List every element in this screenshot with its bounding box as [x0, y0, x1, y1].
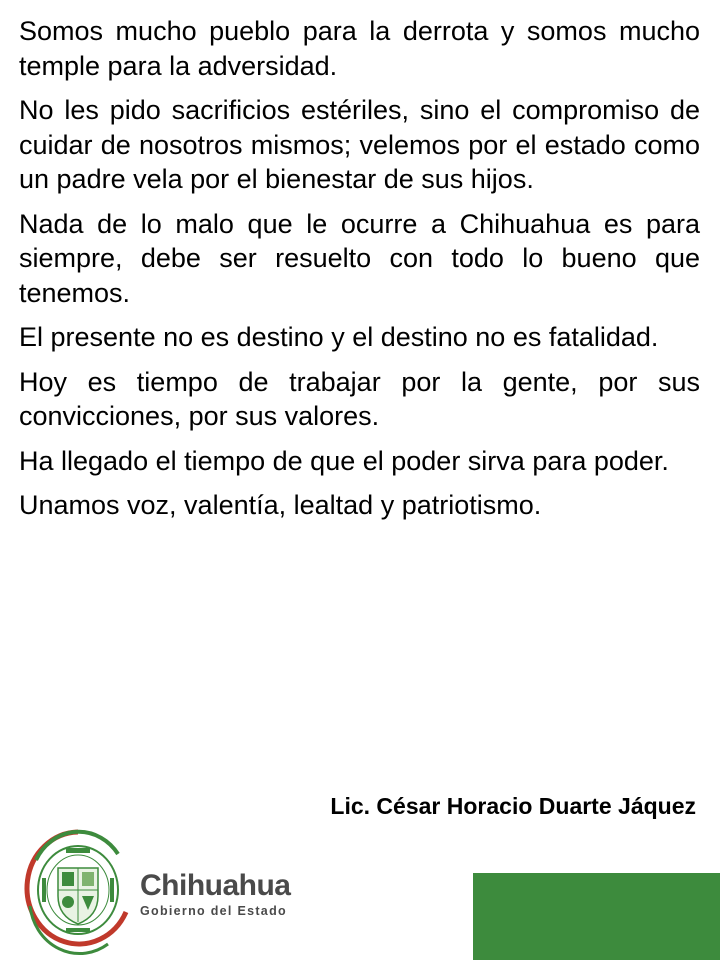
speech-text — [19, 14, 700, 533]
green-corner-block — [473, 873, 720, 960]
logo-subtitle: Gobierno del Estado — [140, 904, 287, 918]
paragraph-7: Unamos voz, valentía, lealtad y patriotismo. — [19, 490, 542, 520]
paragraph-2: No les pido sacrificios estériles, sino el compromiso de cuidar de nosotros mismos; velemos por el estado como un padre vela por el bienestar de sus hijos. — [19, 95, 700, 194]
paragraph-4: El presente no es destino y el destino no es fatalidad. — [19, 322, 659, 352]
paragraph-6: Ha llegado el tiempo de que el poder sirva para poder. — [19, 445, 669, 476]
paragraph-3: Nada de lo malo que le ocurre a Chihuahua es para siempre, debe ser resuelto con todo lo bueno que tenemos. — [19, 208, 700, 308]
logo-wordmark — [140, 870, 291, 919]
paragraph-1: Somos mucho pueblo para la derrota y somos mucho temple para la adversidad. — [19, 16, 700, 81]
chihuahua-government-logo — [22, 826, 291, 956]
logo-name: Chihuahua — [140, 869, 291, 902]
signature: Lic. César Horacio Duarte Jáquez — [330, 793, 696, 819]
paragraph-5: Hoy es tiempo de trabajar por la gente, por sus convicciones, por sus valores. — [19, 366, 700, 431]
state-seal-icon — [22, 826, 134, 956]
